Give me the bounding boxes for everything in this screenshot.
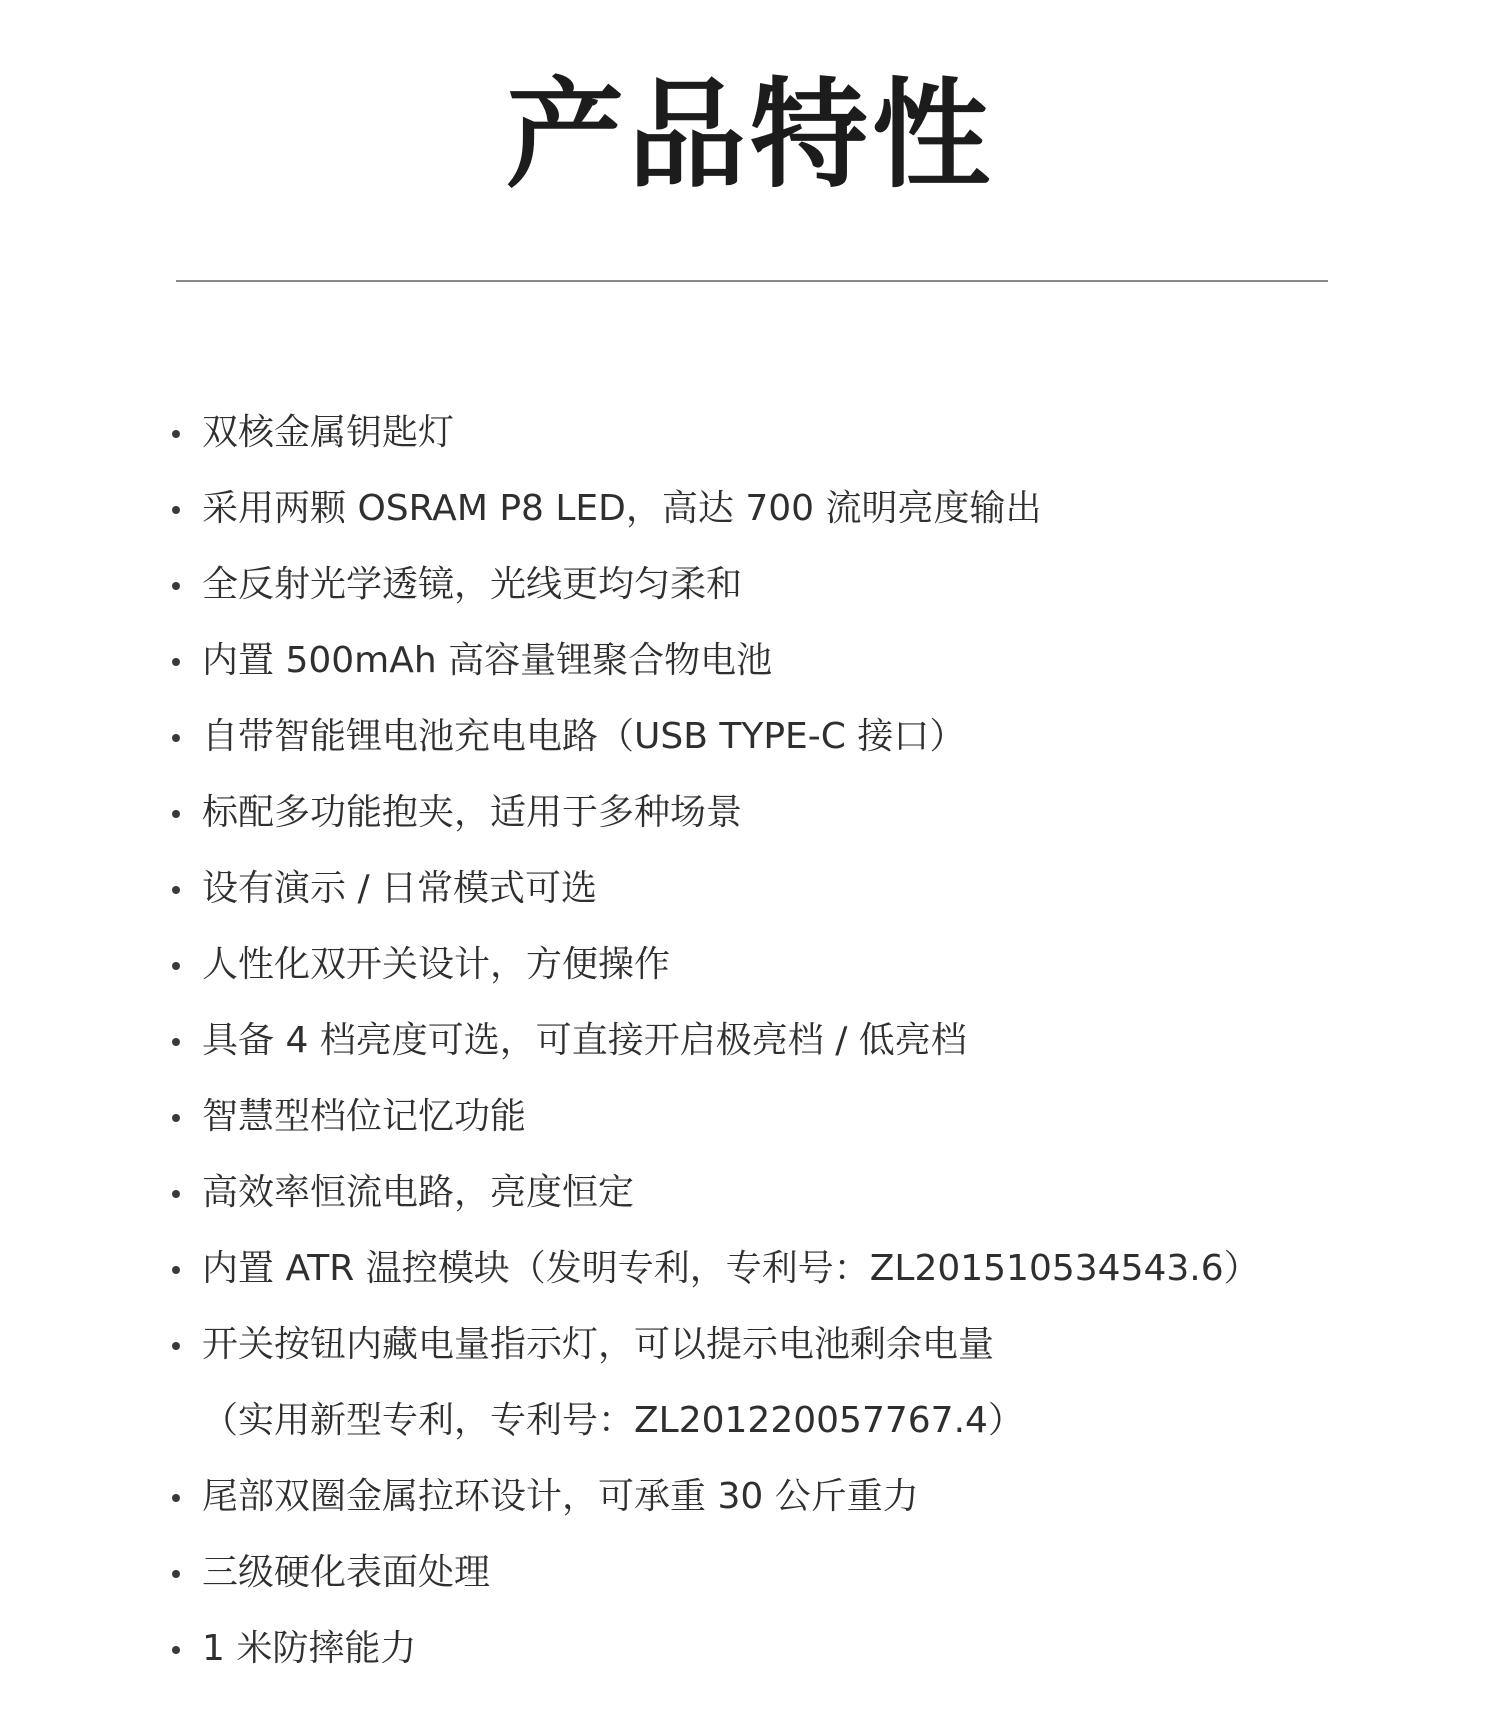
feature-text: 双核金属钥匙灯 [202, 412, 455, 453]
bullet-icon [172, 1570, 180, 1578]
feature-item [172, 547, 1372, 623]
feature-item [172, 775, 1372, 851]
feature-item [172, 1307, 1372, 1459]
feature-item [172, 851, 1372, 927]
feature-list [172, 395, 1372, 1687]
feature-text: 采用两颗 OSRAM P8 LED，高达 700 流明亮度输出 [202, 488, 1042, 529]
bullet-icon [172, 810, 180, 818]
feature-item [172, 1535, 1372, 1611]
bullet-icon [172, 962, 180, 970]
bullet-icon [172, 658, 180, 666]
feature-text: 内置 ATR 温控模块（发明专利，专利号：ZL201510534543.6） [202, 1248, 1260, 1289]
title-divider [176, 280, 1328, 282]
bullet-icon [172, 1494, 180, 1502]
feature-item [172, 1079, 1372, 1155]
feature-text: 尾部双圈金属拉环设计，可承重 30 公斤重力 [202, 1476, 919, 1517]
feature-text: 自带智能锂电池充电电路（USB TYPE-C 接口） [202, 716, 966, 757]
feature-text: 1 米防摔能力 [202, 1628, 417, 1669]
bullet-icon [172, 1266, 180, 1274]
feature-item [172, 927, 1372, 1003]
bullet-icon [172, 1190, 180, 1198]
feature-text: 具备 4 档亮度可选，可直接开启极亮档 / 低亮档 [202, 1020, 967, 1061]
feature-item [172, 1611, 1372, 1687]
bullet-icon [172, 1114, 180, 1122]
feature-text: 开关按钮内藏电量指示灯，可以提示电池剩余电量 [202, 1324, 995, 1365]
feature-item [172, 395, 1372, 471]
bullet-icon [172, 430, 180, 438]
bullet-icon [172, 1342, 180, 1350]
feature-text: 智慧型档位记忆功能 [202, 1096, 527, 1137]
page-title: 产品特性 [505, 66, 994, 204]
feature-text: 标配多功能抱夹，适用于多种场景 [202, 792, 743, 833]
feature-text: 人性化双开关设计，方便操作 [202, 944, 671, 985]
feature-text: 设有演示 / 日常模式可选 [202, 868, 598, 909]
feature-item [172, 1155, 1372, 1231]
feature-text: 内置 500mAh 高容量锂聚合物电池 [202, 640, 773, 681]
feature-item [172, 471, 1372, 547]
feature-item [172, 1459, 1372, 1535]
feature-item [172, 623, 1372, 699]
bullet-icon [172, 582, 180, 590]
feature-patent-note: （实用新型专利，专利号：ZL201220057767.4） [202, 1400, 1024, 1441]
bullet-icon [172, 506, 180, 514]
bullet-icon [172, 886, 180, 894]
bullet-icon [172, 734, 180, 742]
bullet-icon [172, 1038, 180, 1046]
bullet-icon [172, 1646, 180, 1654]
feature-text: 三级硬化表面处理 [202, 1552, 491, 1593]
feature-item [172, 699, 1372, 775]
feature-item [172, 1003, 1372, 1079]
feature-text: 全反射光学透镜，光线更均匀柔和 [202, 564, 743, 605]
feature-item [172, 1231, 1372, 1307]
feature-text: 高效率恒流电路，亮度恒定 [202, 1172, 635, 1213]
